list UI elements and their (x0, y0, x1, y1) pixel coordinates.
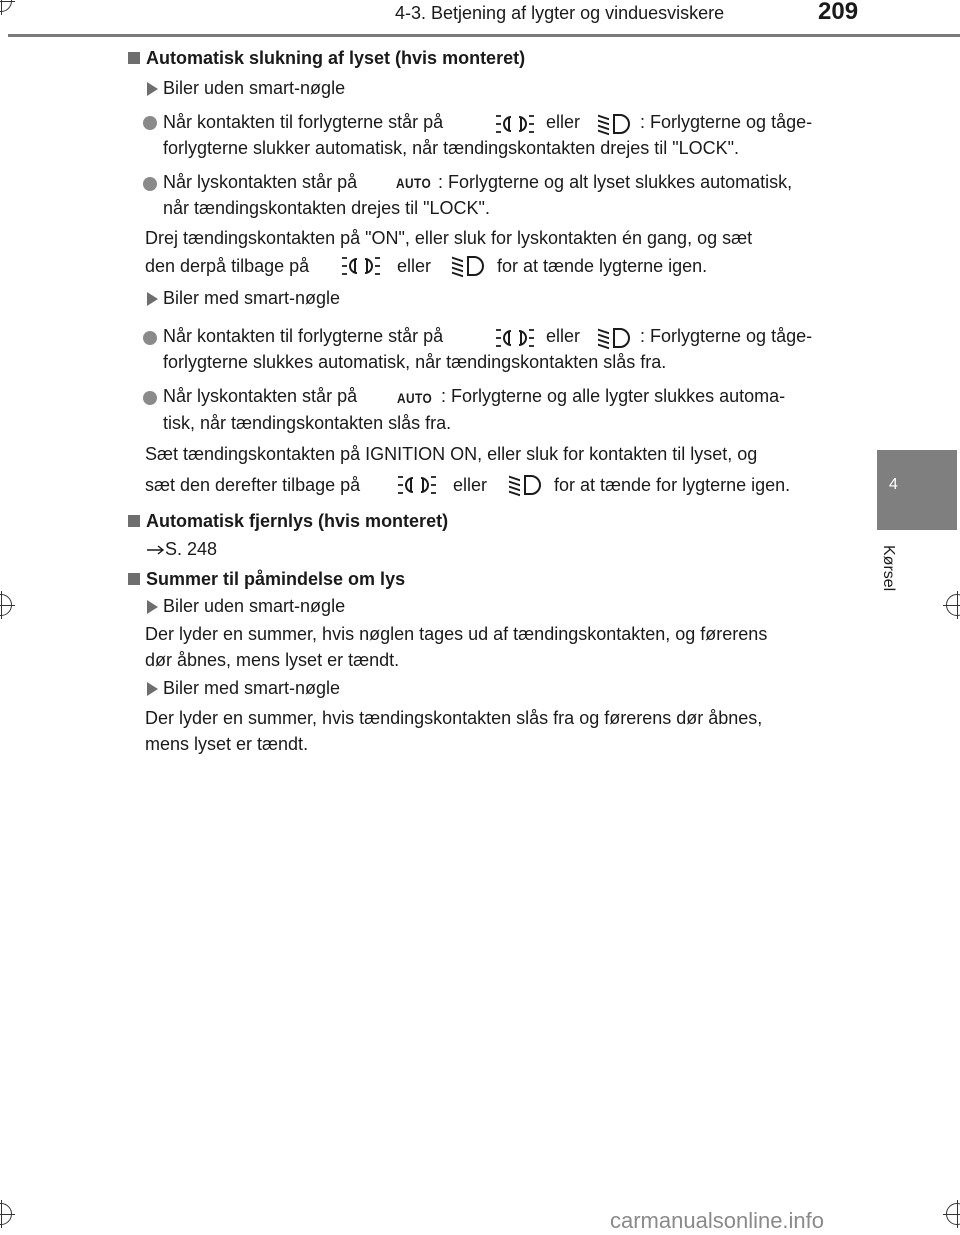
triangle-bullet-icon (147, 292, 158, 306)
header-rule (8, 34, 960, 37)
paragraph: dør åbnes, mens lyset er tændt. (145, 650, 400, 670)
paragraph: Der lyder en summer, hvis tændingskontakten slås fra og førerens dør åbnes, (145, 708, 763, 728)
bullet-text: forlygterne slukkes automatisk, når tændingskontakten slås fra. (163, 352, 667, 372)
registration-mark-icon (0, 594, 12, 616)
round-bullet-icon (143, 391, 157, 405)
paragraph: Der lyder en summer, hvis nøglen tages ud af tændingskontakten, og førerens (145, 624, 768, 644)
section-square-icon (128, 573, 140, 585)
bullet-text: forlygterne slukker automatisk, når tændingskontakten drejes til "LOCK". (163, 138, 740, 158)
arrow-right-icon (146, 544, 166, 556)
parking-lights-icon (340, 254, 382, 278)
triangle-bullet-icon (147, 600, 158, 614)
paragraph: eller (397, 256, 432, 276)
subheading: Biler uden smart-nøgle (163, 596, 346, 616)
bullet-text: eller (546, 326, 581, 346)
section-title-buzzer: Summer til påmindelse om lys (128, 569, 405, 590)
headlight-icon (450, 254, 488, 278)
chapter-tab-number: 4 (889, 476, 898, 493)
page-reference[interactable]: S. 248 (165, 539, 218, 559)
paragraph: Drej tændingskontakten på "ON", eller sluk for lyskontakten én gang, og sæt (145, 228, 753, 248)
parking-lights-icon (494, 326, 536, 350)
triangle-bullet-icon (147, 682, 158, 696)
subheading: Biler uden smart-nøgle (163, 78, 346, 98)
bullet-text: Når kontakten til forlygterne står på (163, 326, 444, 346)
bullet-text: tisk, når tændingskontakten slås fra. (163, 413, 452, 433)
paragraph: den derpå tilbage på (145, 256, 310, 276)
subheading: Biler med smart-nøgle (163, 678, 341, 698)
bullet-text: når tændingskontakten drejes til "LOCK". (163, 198, 490, 218)
paragraph: eller (453, 475, 488, 495)
parking-lights-icon (396, 473, 438, 497)
bullet-text: : Forlygterne og tåge- (640, 112, 813, 132)
section-title-auto-off: Automatisk slukning af lyset (hvis monteret) (128, 48, 525, 69)
auto-icon: AUTO (396, 175, 432, 191)
paragraph: for at tænde for lygterne igen. (554, 475, 791, 495)
round-bullet-icon (143, 116, 157, 130)
paragraph: sæt den derefter tilbage på (145, 475, 361, 495)
registration-mark-icon (0, 1203, 12, 1225)
auto-icon: AUTO (397, 390, 433, 406)
page-number: 209 (818, 0, 859, 25)
round-bullet-icon (143, 177, 157, 191)
triangle-bullet-icon (147, 82, 158, 96)
paragraph: Sæt tændingskontakten på IGNITION ON, eller sluk for kontakten til lyset, og (145, 444, 758, 464)
headlight-icon (596, 112, 634, 136)
section-square-icon (128, 52, 140, 64)
registration-mark-icon (946, 1203, 960, 1225)
bullet-text: : Forlygterne og alt lyset slukkes automatisk, (438, 172, 793, 192)
headlight-icon (507, 473, 545, 497)
parking-lights-icon (494, 112, 536, 136)
watermark: carmanualsonline.info (610, 1208, 825, 1233)
subheading: Biler med smart-nøgle (163, 288, 341, 308)
headlight-icon (596, 326, 634, 350)
paragraph: mens lyset er tændt. (145, 734, 309, 754)
registration-mark-icon (946, 594, 960, 616)
chapter-tab-label: Kørsel (880, 545, 897, 592)
bullet-text: Når kontakten til forlygterne står på (163, 112, 444, 132)
bullet-text: : Forlygterne og alle lygter slukkes automa- (441, 386, 786, 406)
registration-mark-icon (0, 0, 12, 12)
bullet-text: Når lyskontakten står på (163, 386, 358, 406)
section-title-high-beam: Automatisk fjernlys (hvis monteret) (128, 511, 448, 532)
paragraph: for at tænde lygterne igen. (497, 256, 708, 276)
round-bullet-icon (143, 331, 157, 345)
bullet-text: eller (546, 112, 581, 132)
running-header: 4-3. Betjening af lygter og vinduesviskere (395, 3, 725, 23)
bullet-text: : Forlygterne og tåge- (640, 326, 813, 346)
section-square-icon (128, 515, 140, 527)
bullet-text: Når lyskontakten står på (163, 172, 358, 192)
